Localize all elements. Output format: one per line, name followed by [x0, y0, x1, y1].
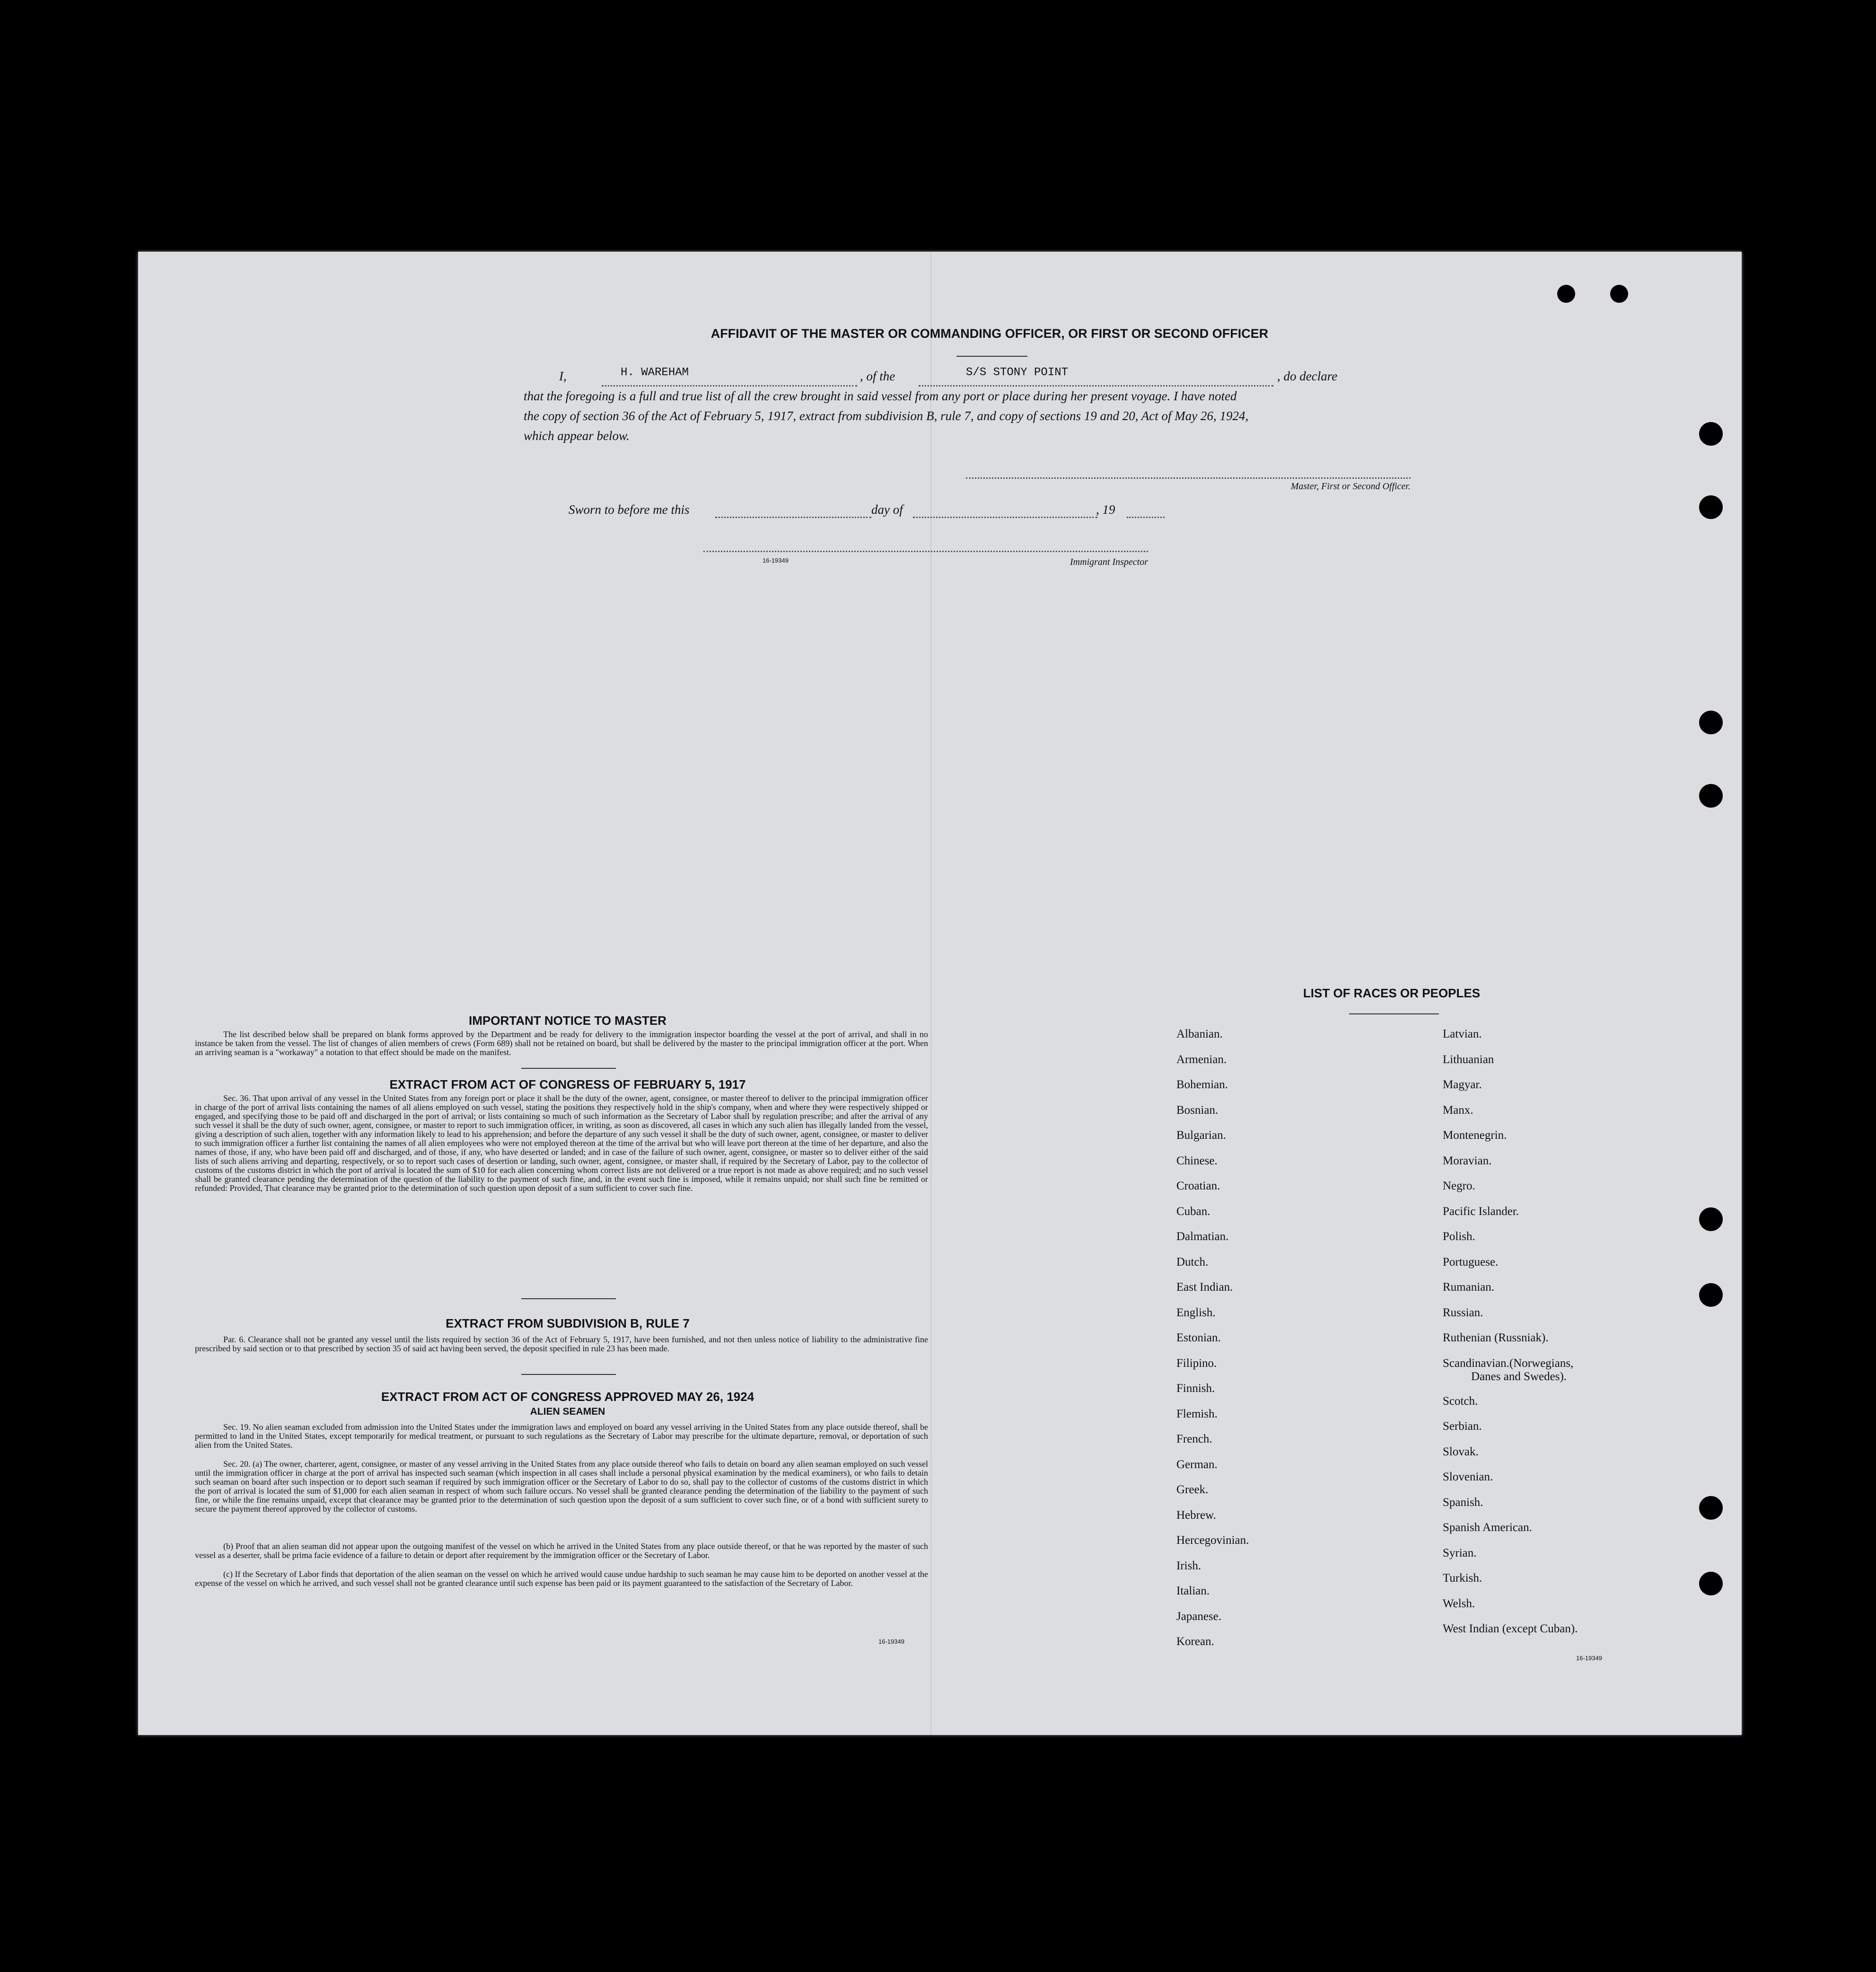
- rule7-rule: [521, 1374, 616, 1375]
- race-item: Polish.: [1443, 1230, 1475, 1243]
- sworn-month-line: [913, 517, 1097, 518]
- affidavit-form-number: 16-19349: [763, 557, 789, 564]
- races-form-number: 16-19349: [1576, 1655, 1602, 1662]
- race-item: Lithuanian: [1443, 1053, 1494, 1066]
- race-item: Serbian.: [1443, 1420, 1482, 1433]
- notice-title: IMPORTANT NOTICE TO MASTER: [469, 1013, 666, 1028]
- master-name-value: H. WAREHAM: [621, 366, 689, 379]
- punch-hole: [1699, 784, 1723, 808]
- affidavit-body-line3: the copy of section 36 of the Act of February 5, 1917, extract from subdivision B, rule 7, and copy of sections 19 and 20, Act of May 26, 1924,: [524, 409, 1249, 423]
- races-title-rule: [1349, 1013, 1439, 1014]
- affidavit-title: AFFIDAVIT OF THE MASTER OR COMMANDING OFFICER, OR FIRST OR SECOND OFFICER: [710, 326, 1269, 341]
- race-item: Japanese.: [1176, 1610, 1222, 1623]
- race-item: Spanish American.: [1443, 1521, 1532, 1534]
- text-i: I,: [559, 369, 567, 383]
- extract-1924-sec20a: Sec. 20. (a) The owner, charterer, agent, consignee, or master of any vessel arriving in the United States from any place outside thereof who fails to detain on board any alien seaman employed on such vessel until the immigration officer in charge at the port of arrival has inspected such seaman (which inspection in all cases shall include a personal physical examination by the medical examiners), or who fails to detain such seaman on board after such inspection or to deport such seaman if required by such immigration officer or the Secretary of Labor to do so, shall pay to the collector of customs of the customs district in which the port of arrival is located the sum of $1,000 for each alien seaman in respect of whom such failure occurs. No vessel shall be granted clearance pending the determination of the liability to the payment of such fine, or while the fine remains unpaid, except that clearance may be granted prior to the determination of such question upon the deposit of a sum sufficient to cover such fine, or of a bond with sufficient surety to secure the payment thereof approved by the collector of customs.: [195, 1459, 928, 1514]
- extract-1924-subtitle: ALIEN SEAMEN: [530, 1406, 605, 1417]
- race-item: Manx.: [1443, 1103, 1473, 1117]
- race-item: Hebrew.: [1176, 1508, 1216, 1522]
- race-item: English.: [1176, 1306, 1216, 1319]
- race-item: Chinese.: [1176, 1154, 1218, 1167]
- race-item: Irish.: [1176, 1559, 1201, 1572]
- race-item: Croatian.: [1176, 1180, 1220, 1192]
- affidavit-body-line4: which appear below.: [524, 429, 630, 443]
- race-item: Montenegrin.: [1443, 1129, 1507, 1142]
- race-item: Greek.: [1176, 1483, 1209, 1496]
- master-signature-line: [966, 477, 1411, 479]
- affidavit-body-line2: that the foregoing is a full and true list of all the crew brought in said vessel from any port or place during her present voyage. I have noted: [524, 389, 1237, 403]
- extract-1917-body: Sec. 36. That upon arrival of any vessel in the United States from any foreign port or place it shall be the duty of the owner, agent, consignee, or master thereof to deliver to the principal immigration officer in charge of the port of arrival lists containing the names of all aliens employed on such vessel, stating the positions they respectively hold in the ship's company, when and where they were respectively shipped or engaged, and specifying those to be paid off and discharged in the port of arrival; or lists containing so much of such information as the Secretary of Labor shall by regulation prescribe; and after the arrival of any such vessel it shall be the duty of such owner, agent, consignee, or master to report to such immigration officer, in writing, as soon as discovered, all cases in which any such alien has illegally landed from the vessel, giving a description of such alien, together with any information likely to lead to his apprehension; and before the departure of any such vessel it shall be the duty of such owner, agent, consignee, or master to deliver to such immigration officer a further list containing the names of all alien employees who were not employed thereon at the time of the arrival but who will leave port thereon at the time of her departure, and also the names of those, if any, who have been paid off and discharged, and of those, if any, who have deserted or landed; and in case of the failure of such owner, agent, consignee, or master so to deliver either of the said lists of such aliens arriving and departing, respectively, or so to report such cases of desertion or landing, such owner, agent, consignee, or master shall, if required by the Secretary of Labor, pay to the collector of customs of the customs district in which the port of arrival is located the sum of $10 for each alien concerning whom correct lists are not delivered or a true report is not made as above required; and no such vessel shall be granted clearance pending the determination of the question of the liability to the payment of such fine, and, in the event such fine is imposed, while it remains unpaid; nor shall such fine be remitted or refunded: Provided, That clearance may be granted prior to the determination of such question upon deposit of a sum sufficient to cover such fine.: [195, 1093, 928, 1193]
- vessel-name-value: S/S STONY POINT: [966, 366, 1069, 379]
- extract-1924-title: EXTRACT FROM ACT OF CONGRESS APPROVED MAY 26, 1924: [381, 1390, 754, 1404]
- sworn-year: , 19: [1096, 502, 1115, 517]
- race-item: Spanish.: [1443, 1496, 1483, 1509]
- race-item-continuation: Danes and Swedes).: [1471, 1370, 1567, 1383]
- race-item: Dalmatian.: [1176, 1230, 1229, 1243]
- extract-1924-sec20b: (b) Proof that an alien seaman did not appear upon the outgoing manifest of the vessel on which he arrived in the United States from any place outside thereof, or that he was reported by the master of such vessel as a deserter, shall be prima facie evidence of a failure to detain or deport after requirement by the immigration officer or the Secretary of Labor.: [195, 1541, 928, 1560]
- race-item: Russian.: [1443, 1306, 1483, 1319]
- race-item: Hercegovinian.: [1176, 1534, 1249, 1547]
- race-item: Albanian.: [1176, 1028, 1223, 1040]
- master-signature-label: Master, First or Second Officer.: [1290, 481, 1411, 492]
- race-item: Portuguese.: [1443, 1255, 1499, 1268]
- races-left-column: [1176, 1028, 1413, 1737]
- extract-1924-sec19: Sec. 19. No alien seaman excluded from admission into the United States under the immigration laws and employed on board any vessel arriving in the United States from any place outside thereof, shall be permitted to land in the United States, except temporarily for medical treatment, or pursuant to such regulations as the Secretary of Labor may prescribe for the ultimate departure, removal, or deportation of such alien from the United States.: [195, 1422, 928, 1450]
- race-item: French.: [1176, 1433, 1212, 1445]
- race-item: West Indian (except Cuban).: [1443, 1622, 1578, 1636]
- race-item: Welsh.: [1443, 1597, 1475, 1610]
- race-item: Bohemian.: [1176, 1078, 1228, 1091]
- race-item: Armenian.: [1176, 1053, 1227, 1066]
- page-fold: [930, 252, 931, 1735]
- race-item: Ruthenian (Russniak).: [1443, 1331, 1549, 1344]
- race-item: Bosnian.: [1176, 1103, 1219, 1117]
- race-item: Scotch.: [1443, 1394, 1478, 1408]
- race-item: Syrian.: [1443, 1546, 1477, 1559]
- title-rule: [956, 356, 1027, 357]
- race-item: Moravian.: [1443, 1154, 1492, 1167]
- race-item: Slovak.: [1443, 1445, 1479, 1458]
- punch-hole: [1699, 711, 1723, 734]
- punch-hole: [1557, 285, 1575, 303]
- race-item: Rumanian.: [1443, 1281, 1495, 1294]
- notice-rule: [521, 1068, 616, 1069]
- race-item: Scandinavian.(Norwegians,: [1443, 1356, 1574, 1370]
- extract-1924-sec20c: (c) If the Secretary of Labor finds that deportation of the alien seaman on the vessel on which he arrived would cause undue hardship to such seaman he may cause him to be deported on another vessel at the expense of the vessel on which he arrived, and such vessel shall not be granted clearance until such expense has been paid or its payment guaranteed to the satisfaction of the Secretary of Labor.: [195, 1569, 928, 1588]
- punch-hole: [1699, 422, 1723, 446]
- document-page: [138, 252, 1742, 1735]
- race-item: Magyar.: [1443, 1078, 1482, 1091]
- punch-hole: [1610, 285, 1628, 303]
- rule7-title: EXTRACT FROM SUBDIVISION B, RULE 7: [446, 1316, 690, 1330]
- race-item: East Indian.: [1176, 1281, 1233, 1294]
- race-item: Negro.: [1443, 1180, 1475, 1192]
- race-item: Italian.: [1176, 1585, 1210, 1597]
- race-item: Latvian.: [1443, 1028, 1482, 1040]
- sworn-year-line: [1127, 517, 1165, 518]
- race-item: Pacific Islander.: [1443, 1205, 1519, 1218]
- inspector-signature-line: [703, 551, 1148, 552]
- punch-hole: [1699, 495, 1723, 519]
- sworn-prefix: Sworn to before me this: [569, 502, 690, 517]
- race-item: German.: [1176, 1458, 1218, 1471]
- race-item: Bulgarian.: [1176, 1129, 1226, 1142]
- race-item: Filipino.: [1176, 1356, 1217, 1370]
- race-item: Korean.: [1176, 1635, 1214, 1648]
- race-item: Cuban.: [1176, 1205, 1210, 1218]
- notice-body: The list described below shall be prepared on blank forms approved by the Department and be ready for delivery to the immigration inspector boarding the vessel at the port of arrival, and shall in no instance be taken from the vessel. The list of changes of alien members of crews (Form 689) shall not be retained on board, but shall be delivered by the master to the principal immigration officer at the port. When an arriving seaman is a "workaway" a notation to that effect should be made on the manifest.: [195, 1030, 928, 1057]
- extract-1924-form-number: 16-19349: [878, 1638, 904, 1645]
- extract-1917-title: EXTRACT FROM ACT OF CONGRESS OF FEBRUARY 5, 1917: [389, 1077, 746, 1092]
- text-of-the: , of the: [860, 369, 895, 383]
- extract-1917-rule: [521, 1298, 616, 1299]
- sworn-line: [569, 502, 1165, 521]
- sworn-day-of: day of: [871, 502, 903, 517]
- race-item: Turkish.: [1443, 1572, 1482, 1585]
- race-item: Finnish.: [1176, 1382, 1215, 1395]
- race-item: Flemish.: [1176, 1407, 1218, 1420]
- vessel-name-line: [919, 385, 1273, 387]
- inspector-label: Immigrant Inspector: [1070, 557, 1148, 567]
- races-title: LIST OF RACES OR PEOPLES: [1303, 986, 1481, 1000]
- race-item: Slovenian.: [1443, 1470, 1493, 1484]
- text-do-declare: , do declare: [1277, 369, 1338, 383]
- race-item: Estonian.: [1176, 1331, 1221, 1344]
- race-item: Dutch.: [1176, 1255, 1209, 1268]
- affidavit-line1: [559, 366, 1420, 388]
- master-name-line: [602, 385, 857, 387]
- races-right-column: [1443, 1028, 1727, 1737]
- rule7-body: Par. 6. Clearance shall not be granted any vessel until the lists required by section 36 of the Act of February 5, 1917, have been furnished, and not then unless notice of liability to the administrative fine prescribed by said section or to that prescribed by section 35 of said act having been served, the deposit specified in rule 23 has been made.: [195, 1335, 928, 1353]
- sworn-date-line: [715, 517, 871, 518]
